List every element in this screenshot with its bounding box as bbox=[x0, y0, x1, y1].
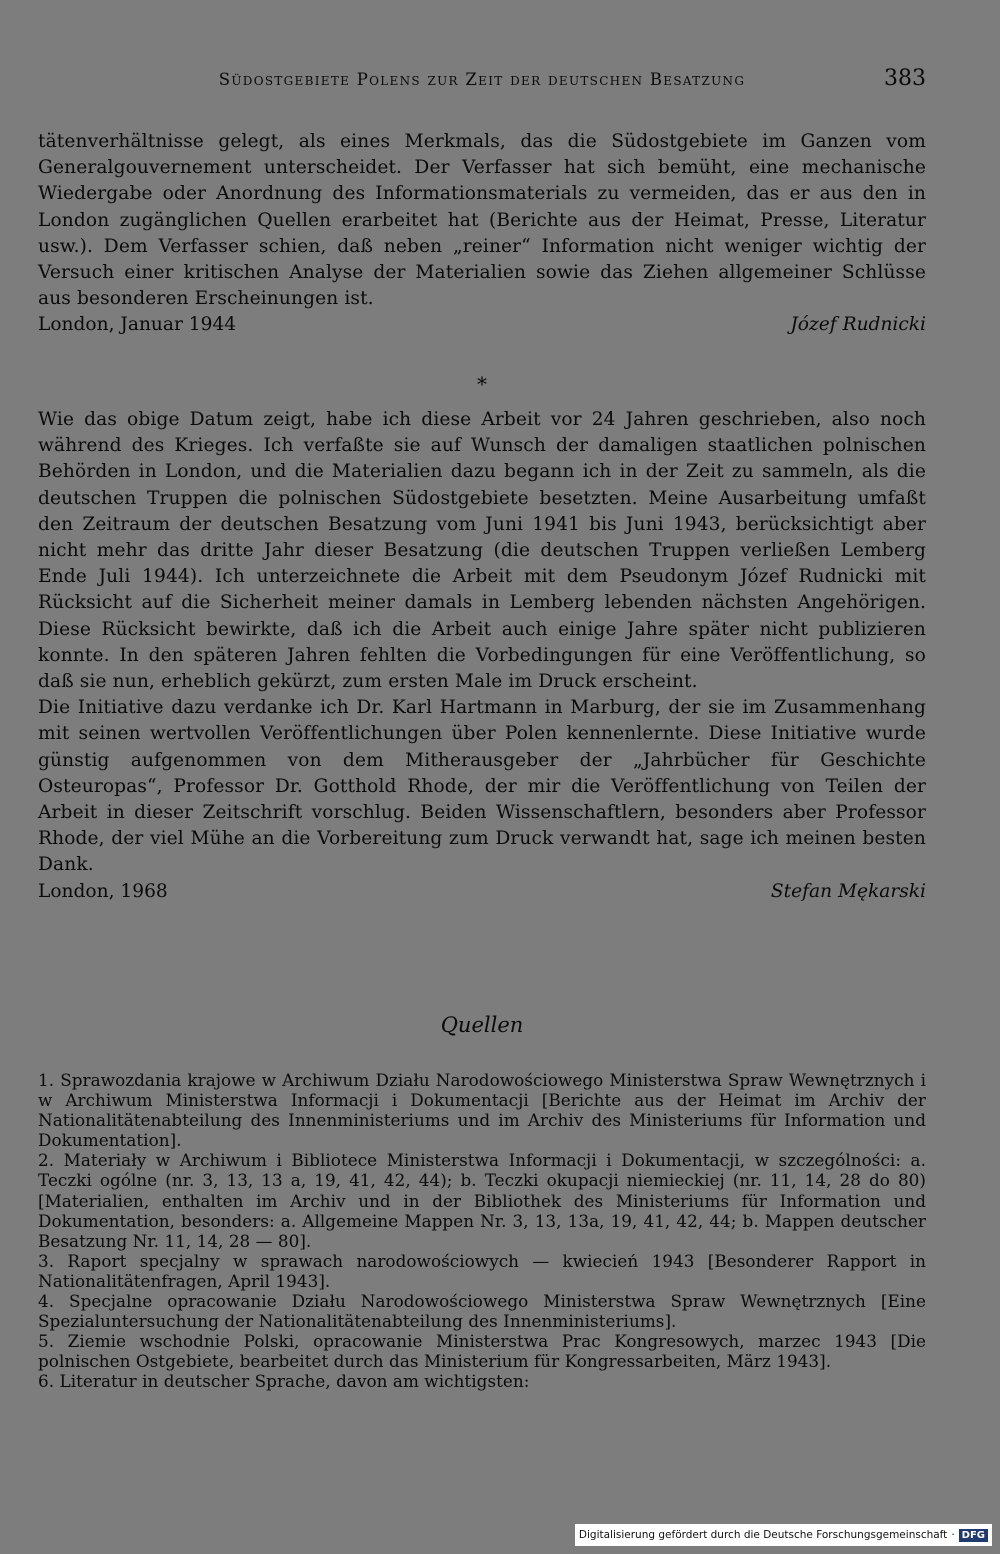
source-item: 2. Materiały w Archiwum i Bibliotece Ministerstwa Informacji i Dokumentacji, w szczególności: a. Teczki ogólne (nr. 3, 13, 13 a, 19, 41, 42, 44); b. Teczki okupacji niemieckiej (nr. 11, 14, 28 do 80) [Materialien, enthalten im Archiv und in der Bibliothek des Ministeriums für Information und Dokumentation, besonders: a. Allgemeine Mappen Nr. 3, 13, 13a, 19, 41, 42, 44; b. Mappen deutscher Besatzung Nr. 11, 14, 28 — 80]. bbox=[38, 1150, 926, 1251]
postscript-paragraph: Die Initiative dazu verdanke ich Dr. Karl Hartmann in Marburg, der sie im Zusammenhang mit seinen wertvollen Veröffentlichungen über Polen kennenlernte. Diese Initiative wurde günstig aufgenommen von dem Mitherausgeber der „Jahrbücher für Geschichte Osteuropas“, Professor Dr. Gotthold Rhode, der mir die Veröffentlichung von Teilen der Arbeit in dieser Zeitschrift vorschlug. Beiden Wissenschaftlern, besonders aber Professor Rhode, der viel Mühe an die Vorbereitung zum Druck verwandt hat, sage ich meinen besten Dank. bbox=[38, 697, 926, 876]
postscript-signature bbox=[38, 879, 926, 905]
source-item: 4. Specjalne opracowanie Działu Narodowościowego Ministerstwa Spraw Wewnętrznych [Eine Spezialuntersuchung der Nationalitätenabteilung des Innenministeriums]. bbox=[38, 1291, 926, 1332]
dfg-logo-icon: DFG bbox=[959, 1529, 988, 1542]
source-item: 1. Sprawozdania krajowe w Archiwum Działu Narodowościowego Ministerstwa Spraw Wewnętrznych i w Archiwum Ministerstwa Informacji i Dokumentacji [Berichte aus der Heimat im Archiv der Nationalitätenabteilung des Innenministeriums und im Archiv des Ministeriums für Information und Dokumentation]. bbox=[38, 1070, 926, 1151]
intro-paragraph: tätenverhältnisse gelegt, als eines Merkmals, das die Südostgebiete im Ganzen vom Generalgouvernement unterscheidet. Der Verfasser hat sich bemüht, eine mechanische Wiedergabe oder Anordnung des Informationsmaterials zu vermeiden, das er aus den in London zugänglichen Quellen erarbeitet hat (Berichte aus der Heimat, Presse, Literatur usw.). Dem Verfasser schien, daß neben „reiner“ Information nicht weniger wichtig der Versuch einer kritischen Analyse der Materialien sowie das Ziehen allgemeiner Schlüsse aus besonderen Erscheinungen ist. bbox=[38, 131, 926, 310]
postscript-section bbox=[38, 407, 926, 905]
footer-credit: Digitalisierung gefördert durch die Deutsche Forschungsgemeinschaft bbox=[578, 1529, 948, 1541]
intro-signature bbox=[38, 312, 926, 338]
sources-title: Quellen bbox=[440, 1013, 524, 1037]
sources-list bbox=[38, 1070, 926, 1392]
source-item: 6. Literatur in deutscher Sprache, davon am wichtigsten: bbox=[38, 1371, 530, 1392]
signature-place-date: London, Januar 1944 bbox=[38, 314, 237, 336]
running-title: Südostgebiete Polens zur Zeit der deutschen Besatzung bbox=[218, 70, 746, 89]
source-item: 3. Raport specjalny w sprawach narodowościowych — kwiecień 1943 [Besonderer Rapport in Nationalitätenfragen, April 1943]. bbox=[38, 1250, 926, 1291]
signature-place-date: London, 1968 bbox=[38, 880, 168, 902]
digitization-footer: Digitalisierung gefördert durch die Deutsche Forschungsgemeinschaft · DFG bbox=[575, 1524, 992, 1546]
postscript-paragraph: Wie das obige Datum zeigt, habe ich diese Arbeit vor 24 Jahren geschrieben, also noch während des Krieges. Ich verfaßte sie auf Wunsch der damaligen staatlichen polnischen Behörden in London, und die Materialien dazu begann ich in der Zeit zu sammeln, als die deutschen Truppen die polnischen Südostgebiete besetzten. Meine Ausarbeitung umfaßt den Zeitraum der deutschen Besatzung vom Juni 1941 bis Juni 1943, berücksichtigt aber nicht mehr das dritte Jahr dieser Besatzung (die deutschen Truppen verließen Lemberg Ende Juli 1944). Ich unterzeichnete die Arbeit mit dem Pseudonym Józef Rudnicki mit Rücksicht auf die Sicherheit meiner damals in Lemberg lebenden nächsten Angehörigen. Diese Rücksicht bewirkte, daß ich die Arbeit auch einige Jahre später nicht publizieren konnte. In den späteren Jahren fehlten die Vorbedingungen für eine Veröffentlichung, so daß sie nun, erheblich gekürzt, zum ersten Male im Druck erscheint. bbox=[38, 409, 926, 693]
intro-section bbox=[38, 129, 926, 339]
page-number: 383 bbox=[884, 66, 926, 91]
source-item: 5. Ziemie wschodnie Polski, opracowanie Ministerstwa Prac Kongresowych, marzec 1943 [Die polnischen Ostgebiete, bearbeitet durch das Ministerium für Kongressarbeiten, März 1943]. bbox=[38, 1331, 926, 1372]
signature-name: Józef Rudnicki bbox=[790, 314, 926, 336]
section-separator: * bbox=[477, 372, 487, 396]
signature-name: Stefan Mękarski bbox=[770, 880, 926, 902]
running-header bbox=[38, 66, 926, 100]
